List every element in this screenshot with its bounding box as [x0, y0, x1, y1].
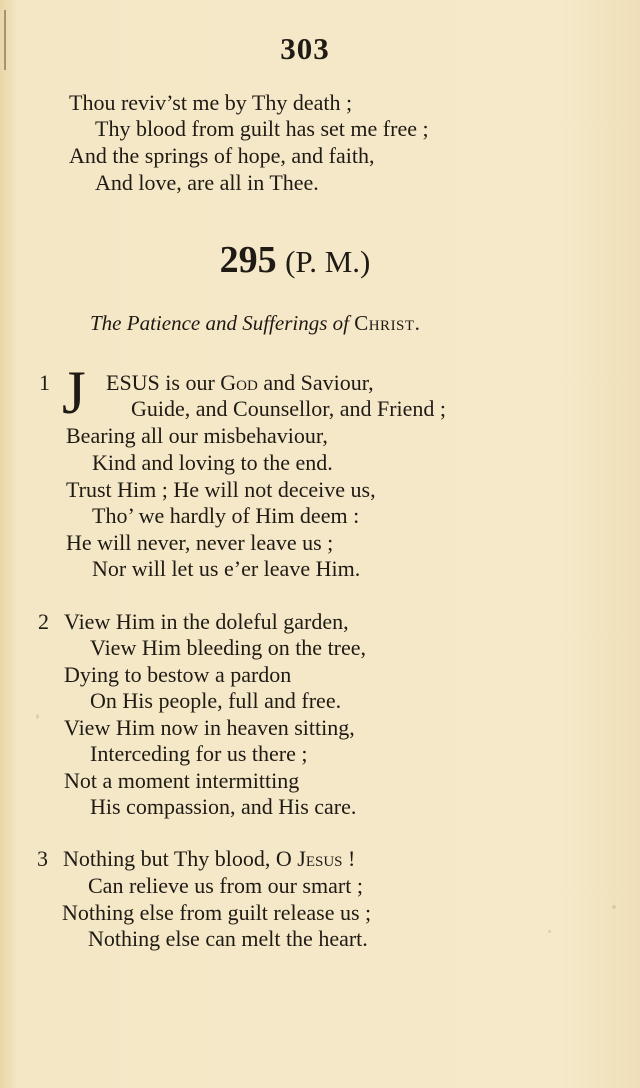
page-number: 303 [280, 31, 330, 66]
verse-text: and Saviour, [257, 370, 374, 395]
verse-line: Can relieve us from our smart ; [88, 873, 363, 898]
hymn-subtitle-caps: Christ. [354, 311, 421, 335]
verse-number: 3 [37, 846, 48, 871]
verse-line: Kind and loving to the end. [92, 450, 333, 475]
verse-number: 1 [39, 370, 50, 395]
hymn-heading [0, 240, 590, 282]
verse-line: Guide, and Counsellor, and Friend ; [131, 396, 447, 421]
paper-spot [612, 905, 616, 909]
divine-name: God [220, 370, 258, 395]
hymn-subtitle-italic: The Patience and Sufferings of [90, 311, 349, 335]
verse-line: On His people, full and free. [90, 688, 342, 713]
paper-spot [548, 930, 551, 933]
previous-hymn-line: And love, are all in Thee. [95, 170, 319, 195]
verse-number: 2 [38, 609, 49, 634]
verse-line: Bearing all our misbehaviour, [66, 423, 328, 448]
previous-hymn-line: Thou reviv’st me by Thy death ; [69, 90, 353, 115]
verse-line: View Him bleeding on the tree, [90, 635, 367, 660]
verse-line: Tho’ we hardly of Him deem : [92, 503, 360, 528]
verse-line [63, 846, 355, 872]
paper-spot [36, 714, 39, 719]
verse-line: Not a moment intermitting [64, 768, 300, 793]
hymn-subtitle [90, 309, 420, 337]
previous-hymn-line: Thy blood from guilt has set me free ; [95, 116, 429, 141]
verse-text: ! [342, 846, 356, 871]
verse-text: Nothing but Thy blood, O [63, 846, 298, 871]
verse-text: ESUS is our [106, 370, 221, 395]
previous-hymn-line: And the springs of hope, and faith, [69, 143, 375, 168]
verse-line: He will never, never leave us ; [66, 530, 334, 555]
verse-line: Nothing else can melt the heart. [88, 926, 368, 951]
drop-cap: J [62, 360, 86, 427]
verse-line [106, 370, 374, 396]
hymn-meter: (P. M.) [285, 244, 371, 279]
verse-line: View Him in the doleful garden, [64, 609, 349, 634]
divine-name: Jesus [297, 846, 343, 871]
verse-line: Nothing else from guilt release us ; [62, 900, 372, 925]
verse-line: Trust Him ; He will not deceive us, [66, 477, 376, 502]
verse-line: Dying to bestow a pardon [64, 662, 292, 687]
verse-line: His compassion, and His care. [90, 794, 357, 819]
hymn-number: 295 [219, 239, 277, 281]
verse-line: Nor will let us e’er leave Him. [92, 556, 361, 581]
verse-line: View Him now in heaven sitting, [64, 715, 355, 740]
verse-line: Interceding for us there ; [90, 741, 308, 766]
